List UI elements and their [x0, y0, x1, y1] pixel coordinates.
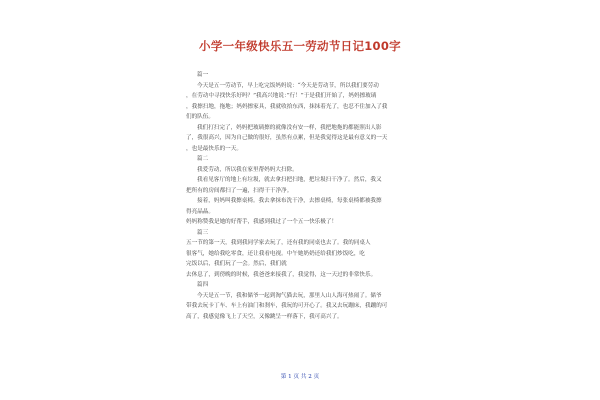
paragraph-line: 接着，妈妈叫我擦桌椅。我去拿抹布洗干净，去擦桌椅，每张桌椅都被我擦	[197, 198, 382, 204]
page-title: 小学一年级快乐五一劳动节日记100字	[199, 39, 401, 53]
paragraph-line: ，也是最快乐的一天。	[186, 145, 242, 152]
paragraph-line: 带我去玩卡丁车、车上有油门和刹车，我玩的可开心了。我又去玩蹦床，我蹦的可	[186, 303, 388, 309]
paragraph-line: 很客气，她给我吃零食，还让我看电视。中午她奶奶还给我们炒饭吃，吃	[186, 250, 366, 257]
paragraph-line: 今天是五一节，我和储爷一起到淘气猫去玩，那里人山人海可热闹了。储爷	[197, 292, 382, 299]
paragraph-line: ，在劳动中寻找快乐好吗？”我高兴地说：”行！”于是我们开始了，妈妈擦玻璃	[186, 93, 377, 99]
page-footer: 第 1 页 共 2 页	[280, 374, 320, 380]
paragraph-line: 把所有的房间都扫了一遍，扫得干干净净。	[186, 187, 293, 194]
paragraph-line: 我爱劳动，所以我在家里帮妈妈大扫除。	[197, 166, 298, 173]
paragraph-line: 了，我很高兴，因为自己做的很好，虽然有点累，但是我觉得这是最有意义的一天	[186, 135, 388, 141]
paragraph-line: 五一节的第一天，我到我同学家去玩了，还有我的同桌也去了。我的同桌人	[186, 240, 371, 246]
section-heading: 篇一	[197, 72, 209, 78]
section-heading: 篇二	[197, 156, 209, 162]
paragraph-line: 今天是五一劳动节，早上吃完饭妈妈说：“今天是劳动节，所以我们要劳动	[197, 82, 379, 89]
paragraph-line: 们的队伍。	[186, 114, 214, 120]
paragraph-line: 完饭以后，我们玩了一会。然后，我们就	[186, 261, 287, 267]
paragraph-line: 妈妈称赞我是她的好帮手，我感到我过了一个五一快乐极了！	[186, 219, 338, 225]
paragraph-line: 得亮晶晶。	[186, 208, 214, 215]
section-heading: 篇三	[197, 229, 209, 236]
paragraph-line: 我看见客厅的地上有垃圾，就去拿扫把扫地，把垃圾扫干净了。然后，我又	[197, 177, 382, 183]
paragraph-line: 我们打扫完了，妈妈把玻璃擦的就像没有安一样，我把地拖的都能照出人影	[197, 124, 382, 131]
document-body	[186, 70, 428, 322]
section-heading: 篇四	[197, 282, 209, 288]
paragraph-line: ，我擦扫地，拖地；妈妈擦家具，我就收拾东西，抹抹着光了，也忍不住加入了我	[186, 103, 388, 110]
paragraph-line: 去休息了，到傍晚的时候，我爸爸来接我了，我觉得，这一天过的非常快乐。	[186, 271, 377, 278]
paragraph-line: 高了，我感觉像飞上了天空，又像跳呈一样落下，我可高兴了。	[186, 313, 343, 320]
